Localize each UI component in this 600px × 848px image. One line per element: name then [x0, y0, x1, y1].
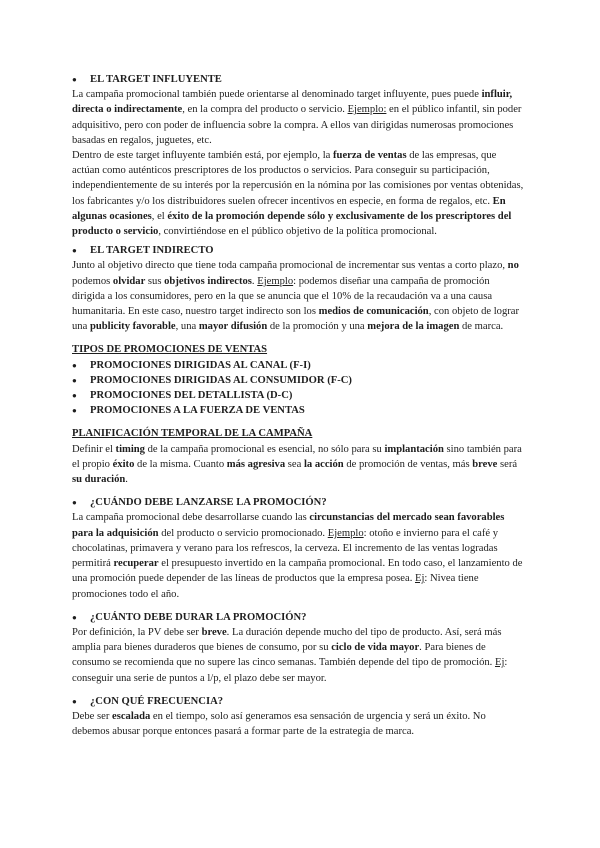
heading-target-indirecto: ● EL TARGET INDIRECTO — [72, 243, 524, 258]
heading-target-influyente: ● EL TARGET INFLUYENTE — [72, 72, 524, 87]
paragraph-cuando: La campaña promocional debe desarrollarse cuando las circunstancias del mercado sean favorables para la adquisición del producto o servicio promocionado. Ejemplo: otoño e invierno para el café y chocolatinas, primavera y verano para los refrescos, la cerveza. El incremento de las ventas logradas permitirá recuperar el presupuesto invertido en la campaña promocional. En todo caso, el lanzamiento de una promoción puede depender de las líneas de productos que la empresa posea. Ej: Nivea tiene promociones todo el año. — [72, 512, 523, 600]
heading-planificacion: PLANIFICACIÓN TEMPORAL DE LA CAMPAÑA — [72, 428, 313, 440]
paragraph-influyente-2: Dentro de este target influyente también está, por ejemplo, la fuerza de ventas de las empresas, que actúan como auténticos prescriptores de los productos o servicios. Para conseguir su participación, independientemente de su interés por la repercusión en la nómina por las comisiones por ventas obtenidas, los fabricantes y/o los distribuidores suelen ofrecer incentivos en especie, en forma de regalos, etc. En algunas ocasiones, el éxito de la promoción depende sólo y exclusivamente de los prescriptores del producto o servicio, convirtiéndose en el público objetivo de la política promocional. — [72, 150, 524, 238]
list-item: ● PROMOCIONES DIRIGIDAS AL CANAL (F-I) — [72, 358, 524, 373]
list-item: ● PROMOCIONES A LA FUERZA DE VENTAS — [72, 403, 524, 418]
list-item: ● PROMOCIONES DEL DETALLISTA (D-C) — [72, 388, 524, 403]
paragraph-frecuencia: Debe ser escalada en el tiempo, solo así generamos esa sensación de urgencia y será un éxito. No debemos abusar porque entonces pasará a formar parte de la estrategia de marca. — [72, 710, 486, 738]
document-page — [72, 72, 524, 739]
heading-tipos-promociones: TIPOS DE PROMOCIONES DE VENTAS — [72, 344, 268, 356]
list-item: ● PROMOCIONES DIRIGIDAS AL CONSUMIDOR (F-C) — [72, 373, 524, 388]
paragraph-influyente-1: La campaña promocional también puede orientarse al denominado target influyente, pues puede influir, directa o indirectamente, en la compra del producto o servicio. Ejemplo: en el público infantil, sin poder adquisitivo, pero con poder de influencia sobre la compra. A ellos van dirigidas numerosas promociones basadas en regalos, juguetes, etc. — [72, 89, 522, 146]
heading-cuando: ● ¿CUÁNDO DEBE LANZARSE LA PROMOCIÓN? — [72, 495, 524, 510]
heading-cuanto: ● ¿CUÁNTO DEBE DURAR LA PROMOCIÓN? — [72, 610, 524, 625]
paragraph-cuanto: Por definición, la PV debe ser breve. La duración depende mucho del tipo de producto. Así, será más amplia para bienes duraderos que bienes de consumo, por su ciclo de vida mayor. Para bienes de consumo se recomienda que no supere las cinco semanas. También depende del tipo de promoción. Ej: conseguir una serie de puntos a l/p, el plazo debe ser mayor. — [72, 626, 508, 684]
paragraph-indirecto: Junto al objetivo directo que tiene toda campaña promocional de incrementar sus ventas a corto plazo, no podemos olvidar sus objetivos indirectos. Ejemplo: podemos diseñar una campaña de promoción dirigida a los consumidores, pero en la que se anuncia que el 10% de la recaudación va a una causa humanitaria. En este caso, nuestro target indirecto son los medios de comunicación, con objeto de lograr una publicity favorable, una mayor difusión de la promoción y una mejora de la imagen de marca. — [72, 260, 520, 333]
paragraph-planificacion: Definir el timing de la campaña promocional es esencial, no sólo para su implantación sino también para el propio éxito de la misma. Cuanto más agresiva sea la acción de promoción de ventas, más breve será su duración. — [72, 443, 522, 486]
heading-frecuencia: ● ¿CON QUÉ FRECUENCIA? — [72, 694, 524, 709]
